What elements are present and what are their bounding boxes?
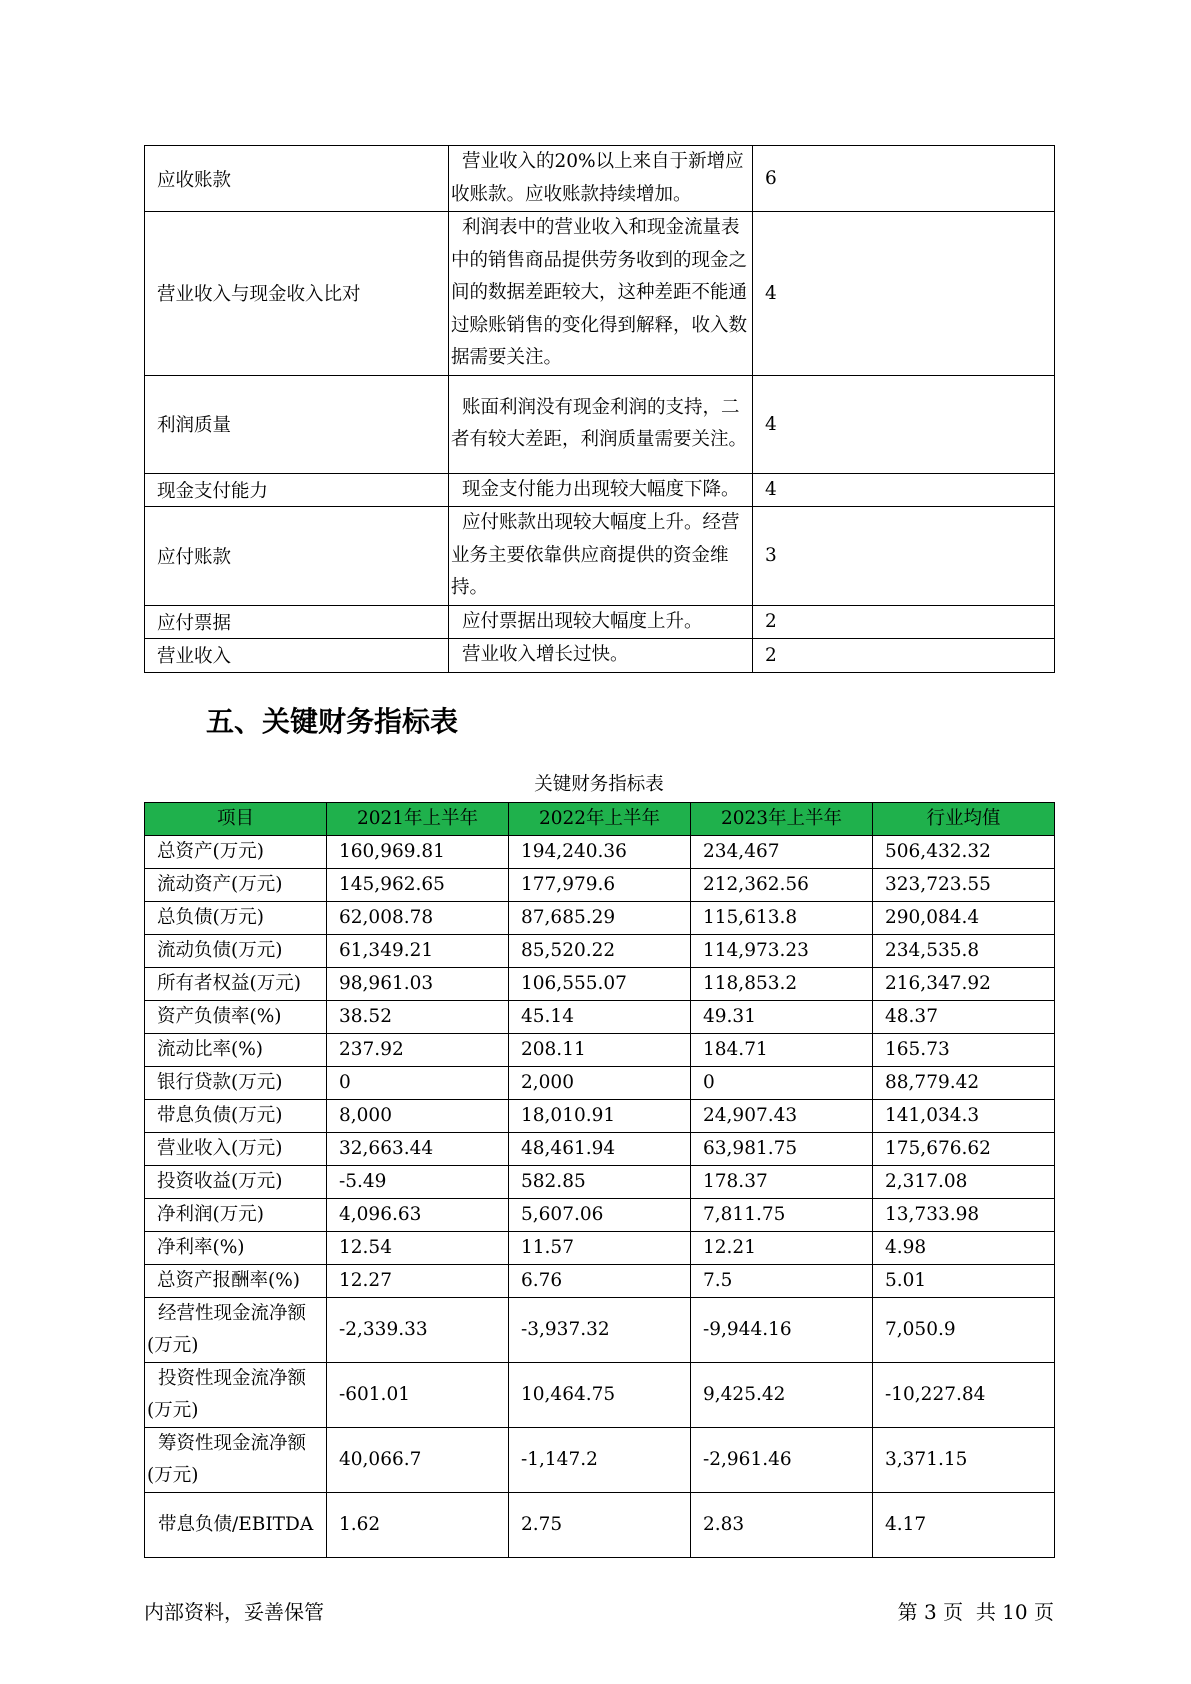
metric-value-cell: 62,008.78 [327,902,509,935]
metric-value-cell: 290,084.4 [873,902,1055,935]
table-row [145,1133,1055,1166]
metric-value-cell: -2,339.33 [327,1298,509,1363]
metric-value-cell: 4,096.63 [327,1199,509,1232]
metric-value-cell: 2.75 [509,1493,691,1558]
header-cell: 2021年上半年 [327,803,509,836]
footer-page-number: 第 3 页 共 10 页 [897,1600,1054,1624]
metric-value-cell: 32,663.44 [327,1133,509,1166]
metric-value-cell: 40,066.7 [327,1428,509,1493]
header-cell: 2023年上半年 [691,803,873,836]
risk-item-cell: 现金支付能力 [145,473,449,507]
metric-value-cell: 234,467 [691,836,873,869]
table-row [145,473,1055,507]
metric-value-cell: 45.14 [509,1001,691,1034]
risk-score-cell: 6 [753,146,1055,212]
table-row [145,507,1055,606]
table-row [145,1232,1055,1265]
metric-label-cell: 银行贷款(万元) [145,1067,327,1100]
risk-score-cell: 4 [753,473,1055,507]
metric-label-cell: 带息负债/EBITDA [145,1493,327,1558]
metric-value-cell: 184.71 [691,1034,873,1067]
metric-value-cell: 216,347.92 [873,968,1055,1001]
metric-value-cell: 88,779.42 [873,1067,1055,1100]
metric-label-cell: 带息负债(万元) [145,1100,327,1133]
key-financial-metrics-table [144,802,1055,1558]
metric-label-cell: 总资产报酬率(%) [145,1265,327,1298]
table-row [145,1199,1055,1232]
risk-score-cell: 4 [753,375,1055,473]
metric-value-cell: 0 [691,1067,873,1100]
metric-value-cell: 5,607.06 [509,1199,691,1232]
metric-value-cell: 4.17 [873,1493,1055,1558]
risk-item-cell: 利润质量 [145,375,449,473]
metric-value-cell: 12.54 [327,1232,509,1265]
metric-value-cell: 98,961.03 [327,968,509,1001]
footer-confidential-note: 内部资料，妥善保管 [144,1600,324,1624]
risk-description-cell: 账面利润没有现金利润的支持，二者有较大差距，利润质量需要关注。 [449,375,753,473]
metric-value-cell: 208.11 [509,1034,691,1067]
section-heading: 五、关键财务指标表 [206,705,459,738]
table-row [145,1001,1055,1034]
metric-value-cell: 7.5 [691,1265,873,1298]
metric-value-cell: 87,685.29 [509,902,691,935]
table-row [145,1067,1055,1100]
metric-value-cell: 63,981.75 [691,1133,873,1166]
table-row [145,212,1055,376]
metric-value-cell: 2.83 [691,1493,873,1558]
metric-value-cell: 18,010.91 [509,1100,691,1133]
table-row [145,836,1055,869]
metric-value-cell: 118,853.2 [691,968,873,1001]
metric-value-cell: -2,961.46 [691,1428,873,1493]
metric-value-cell: 61,349.21 [327,935,509,968]
metric-value-cell: -9,944.16 [691,1298,873,1363]
metric-value-cell: 38.52 [327,1001,509,1034]
metric-value-cell: 114,973.23 [691,935,873,968]
metric-value-cell: 178.37 [691,1166,873,1199]
metric-value-cell: 141,034.3 [873,1100,1055,1133]
metric-value-cell: 160,969.81 [327,836,509,869]
table-row [145,1100,1055,1133]
metric-value-cell: 11.57 [509,1232,691,1265]
table-row [145,935,1055,968]
metric-value-cell: 177,979.6 [509,869,691,902]
metric-value-cell: 3,371.15 [873,1428,1055,1493]
table-row [145,869,1055,902]
metric-label-cell: 流动资产(万元) [145,869,327,902]
metric-value-cell: 323,723.55 [873,869,1055,902]
table-row [145,1428,1055,1493]
metric-value-cell: 165.73 [873,1034,1055,1067]
metric-value-cell: 1.62 [327,1493,509,1558]
metric-value-cell: 145,962.65 [327,869,509,902]
table-row [145,1298,1055,1363]
risk-score-cell: 2 [753,639,1055,673]
metric-value-cell: 10,464.75 [509,1363,691,1428]
risk-item-cell: 应付账款 [145,507,449,606]
risk-item-cell: 应收账款 [145,146,449,212]
metric-label-cell: 净利润(万元) [145,1199,327,1232]
risk-description-cell: 营业收入增长过快。 [449,639,753,673]
risk-description-cell: 应付账款出现较大幅度上升。经营业务主要依靠供应商提供的资金维持。 [449,507,753,606]
risk-description-cell: 现金支付能力出现较大幅度下降。 [449,473,753,507]
metric-value-cell: -601.01 [327,1363,509,1428]
metric-value-cell: 175,676.62 [873,1133,1055,1166]
metric-value-cell: 7,050.9 [873,1298,1055,1363]
metric-value-cell: -5.49 [327,1166,509,1199]
risk-score-cell: 3 [753,507,1055,606]
metric-value-cell: 5.01 [873,1265,1055,1298]
metric-value-cell: 12.27 [327,1265,509,1298]
table-row [145,1034,1055,1067]
metric-value-cell: 4.98 [873,1232,1055,1265]
metric-value-cell: 234,535.8 [873,935,1055,968]
metric-label-cell: 资产负债率(%) [145,1001,327,1034]
metric-value-cell: -1,147.2 [509,1428,691,1493]
metric-value-cell: 2,000 [509,1067,691,1100]
table-row [145,1265,1055,1298]
metric-value-cell: 9,425.42 [691,1363,873,1428]
table-row [145,1493,1055,1558]
risk-description-cell: 应付票据出现较大幅度上升。 [449,605,753,639]
table-row [145,968,1055,1001]
risk-item-cell: 营业收入 [145,639,449,673]
metric-label-cell: 投资性现金流净额(万元) [145,1363,327,1428]
metric-label-cell: 流动比率(%) [145,1034,327,1067]
metric-value-cell: 506,432.32 [873,836,1055,869]
metric-value-cell: 8,000 [327,1100,509,1133]
metric-value-cell: 24,907.43 [691,1100,873,1133]
metric-value-cell: 6.76 [509,1265,691,1298]
table-row [145,902,1055,935]
risk-score-cell: 4 [753,212,1055,376]
table-header-row [145,803,1055,836]
metric-value-cell: 194,240.36 [509,836,691,869]
table-row [145,375,1055,473]
metric-value-cell: 85,520.22 [509,935,691,968]
metric-value-cell: 48,461.94 [509,1133,691,1166]
metric-value-cell: 212,362.56 [691,869,873,902]
metric-label-cell: 净利率(%) [145,1232,327,1265]
risk-description-cell: 营业收入的20%以上来自于新增应收账款。应收账款持续增加。 [449,146,753,212]
risk-description-cell: 利润表中的营业收入和现金流量表中的销售商品提供劳务收到的现金之间的数据差距较大，这种差距不能通过赊账销售的变化得到解释，收入数据需要关注。 [449,212,753,376]
metric-value-cell: -10,227.84 [873,1363,1055,1428]
metric-value-cell: 237.92 [327,1034,509,1067]
table-row [145,605,1055,639]
metric-value-cell: 12.21 [691,1232,873,1265]
table-row [145,1166,1055,1199]
table-row [145,639,1055,673]
metric-value-cell: 7,811.75 [691,1199,873,1232]
metric-label-cell: 营业收入(万元) [145,1133,327,1166]
risk-item-cell: 营业收入与现金收入比对 [145,212,449,376]
header-cell: 行业均值 [873,803,1055,836]
metric-value-cell: 106,555.07 [509,968,691,1001]
metric-value-cell: 48.37 [873,1001,1055,1034]
metric-label-cell: 总资产(万元) [145,836,327,869]
metric-value-cell: 582.85 [509,1166,691,1199]
metric-label-cell: 筹资性现金流净额(万元) [145,1428,327,1493]
header-cell: 2022年上半年 [509,803,691,836]
metric-label-cell: 所有者权益(万元) [145,968,327,1001]
metric-value-cell: -3,937.32 [509,1298,691,1363]
metric-label-cell: 流动负债(万元) [145,935,327,968]
metric-value-cell: 115,613.8 [691,902,873,935]
metric-value-cell: 49.31 [691,1001,873,1034]
metric-label-cell: 总负债(万元) [145,902,327,935]
metric-value-cell: 0 [327,1067,509,1100]
risk-item-cell: 应付票据 [145,605,449,639]
risk-indicator-table [144,145,1055,673]
table-caption: 关键财务指标表 [534,774,664,795]
metric-label-cell: 投资收益(万元) [145,1166,327,1199]
table-row [145,146,1055,212]
header-cell: 项目 [145,803,327,836]
risk-score-cell: 2 [753,605,1055,639]
table-row [145,1363,1055,1428]
metric-value-cell: 13,733.98 [873,1199,1055,1232]
metric-label-cell: 经营性现金流净额(万元) [145,1298,327,1363]
metric-value-cell: 2,317.08 [873,1166,1055,1199]
